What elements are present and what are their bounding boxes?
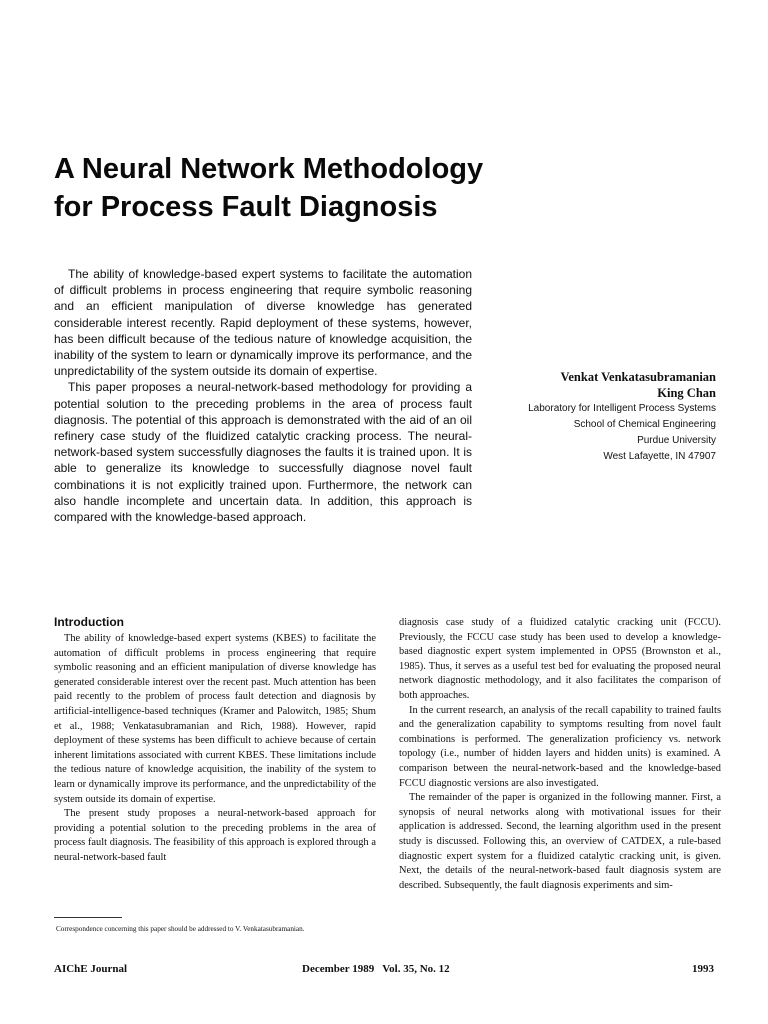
affiliation-line: Laboratory for Intelligent Process Systems xyxy=(528,403,716,414)
abstract-paragraph: The ability of knowledge-based expert systems to facilitate the automation of difficult problems in process engineering that require symbolic reasoning and an efficient manipulation of diverse knowledge has generated considerable interest recently. Rapid deployment of these systems, however, has been difficult because of the tedious nature of knowledge acquisition, the inability of the system to learn or dynamically improve its performance, and the unpredictability of the system outside its domain of expertise. xyxy=(54,267,472,379)
affiliation-line: School of Chemical Engineering xyxy=(573,419,716,430)
body-paragraph: The ability of knowledge-based expert systems (KBES) to facilitate the automation of difficult problems in process engineering that require symbolic reasoning and an efficient manipulation of diverse knowledge has generated considerable interest over the recent past. Much attention has been paid recently to the problem of process fault detection and diagnosis by artificial-intelligence-based techniques (Kramer and Palowitch, 1985; Shum et al., 1988; Venkatasubramanian and Rich, 1988). However, rapid deployment of these systems has been difficult to achieve because of certain inherent limitations associated with current KBES. These limitations include the tedious nature of knowledge acquisition, the inability of the system to learn or dynamically improve its performance, and the unpredictability of the system outside its domain of expertise. xyxy=(54,633,376,805)
author-name: Venkat Venkatasubramanian xyxy=(560,370,716,384)
footnote-divider xyxy=(54,917,122,918)
body-column-left xyxy=(54,614,376,866)
body-paragraph: In the current research, an analysis of the recall capability to trained faults and the generalization capability to symptoms resulting from novel fault combinations is performed. The generalization proficiency vs. network topology (i.e., number of hidden layers and hidden units) is examined. A comparison between the neural-network-based and the knowledge-based FCCU diagnostic versions are also investigated. xyxy=(399,704,721,789)
title-line-1: A Neural Network Methodology xyxy=(54,153,484,185)
footnote: Correspondence concerning this paper should be addressed to V. Venkatasubramanian. xyxy=(56,925,305,933)
abstract-paragraph: This paper proposes a neural-network-based methodology for providing a potential solution to the preceding problems in the area of process fault diagnosis. The potential of this approach is demonstrated with the aid of an oil refinery case study of the fluidized catalytic cracking process. The neural-network-based system successfully diagnoses the faults it is trained upon. It is able to generalize its knowledge to successfully diagnose novel fault combinations it is not explicitly trained upon. Furthermore, the network can also handle incomplete and uncertain data. In addition, this approach is compared with the knowledge-based approach. xyxy=(54,380,472,525)
footer-issue: December 1989 Vol. 35, No. 12 xyxy=(302,963,450,975)
author-block xyxy=(476,369,716,465)
affiliation-line: Purdue University xyxy=(637,435,716,446)
footer-journal-name: AIChE Journal xyxy=(54,963,128,975)
body-paragraph: The remainder of the paper is organized in the following manner. First, a synopsis of neural networks along with motivational issues for their application is addressed. Second, the learning algorithm used in the present study is discussed. Following this, an overview of CATDEX, a rule-based diagnostic expert system for a fluidized catalytic cracking unit, is given. Next, the details of the neural-network-based fault diagnosis system are described. Subsequently, the fault diagnosis experiments and sim- xyxy=(399,792,721,891)
body-paragraph: diagnosis case study of a fluidized catalytic cracking unit (FCCU). Previously, the FCCU case study has been used to develop a knowledge-based diagnostic expert system implemented in OPS5 (Brownston et al., 1985). Thus, it serves as a useful test bed for evaluating the proposed neural network diagnostic methodology, and it also facilitates the comparison of both approaches. xyxy=(399,617,721,701)
title-line-2: for Process Fault Diagnosis xyxy=(54,191,438,223)
body-paragraph: The present study proposes a neural-network-based approach for providing a potential solution to the preceding problems in the area of process fault diagnosis. The feasibility of this approach is explored through a neural-network-based fault xyxy=(54,808,376,863)
affiliation-line: West Lafayette, IN 47907 xyxy=(603,451,716,462)
abstract xyxy=(54,266,472,525)
author-name: King Chan xyxy=(657,386,716,400)
footer-page-number: 1993 xyxy=(692,963,714,975)
section-heading: Introduction xyxy=(54,615,124,629)
body-column-right xyxy=(399,616,721,893)
paper-title xyxy=(54,150,614,226)
